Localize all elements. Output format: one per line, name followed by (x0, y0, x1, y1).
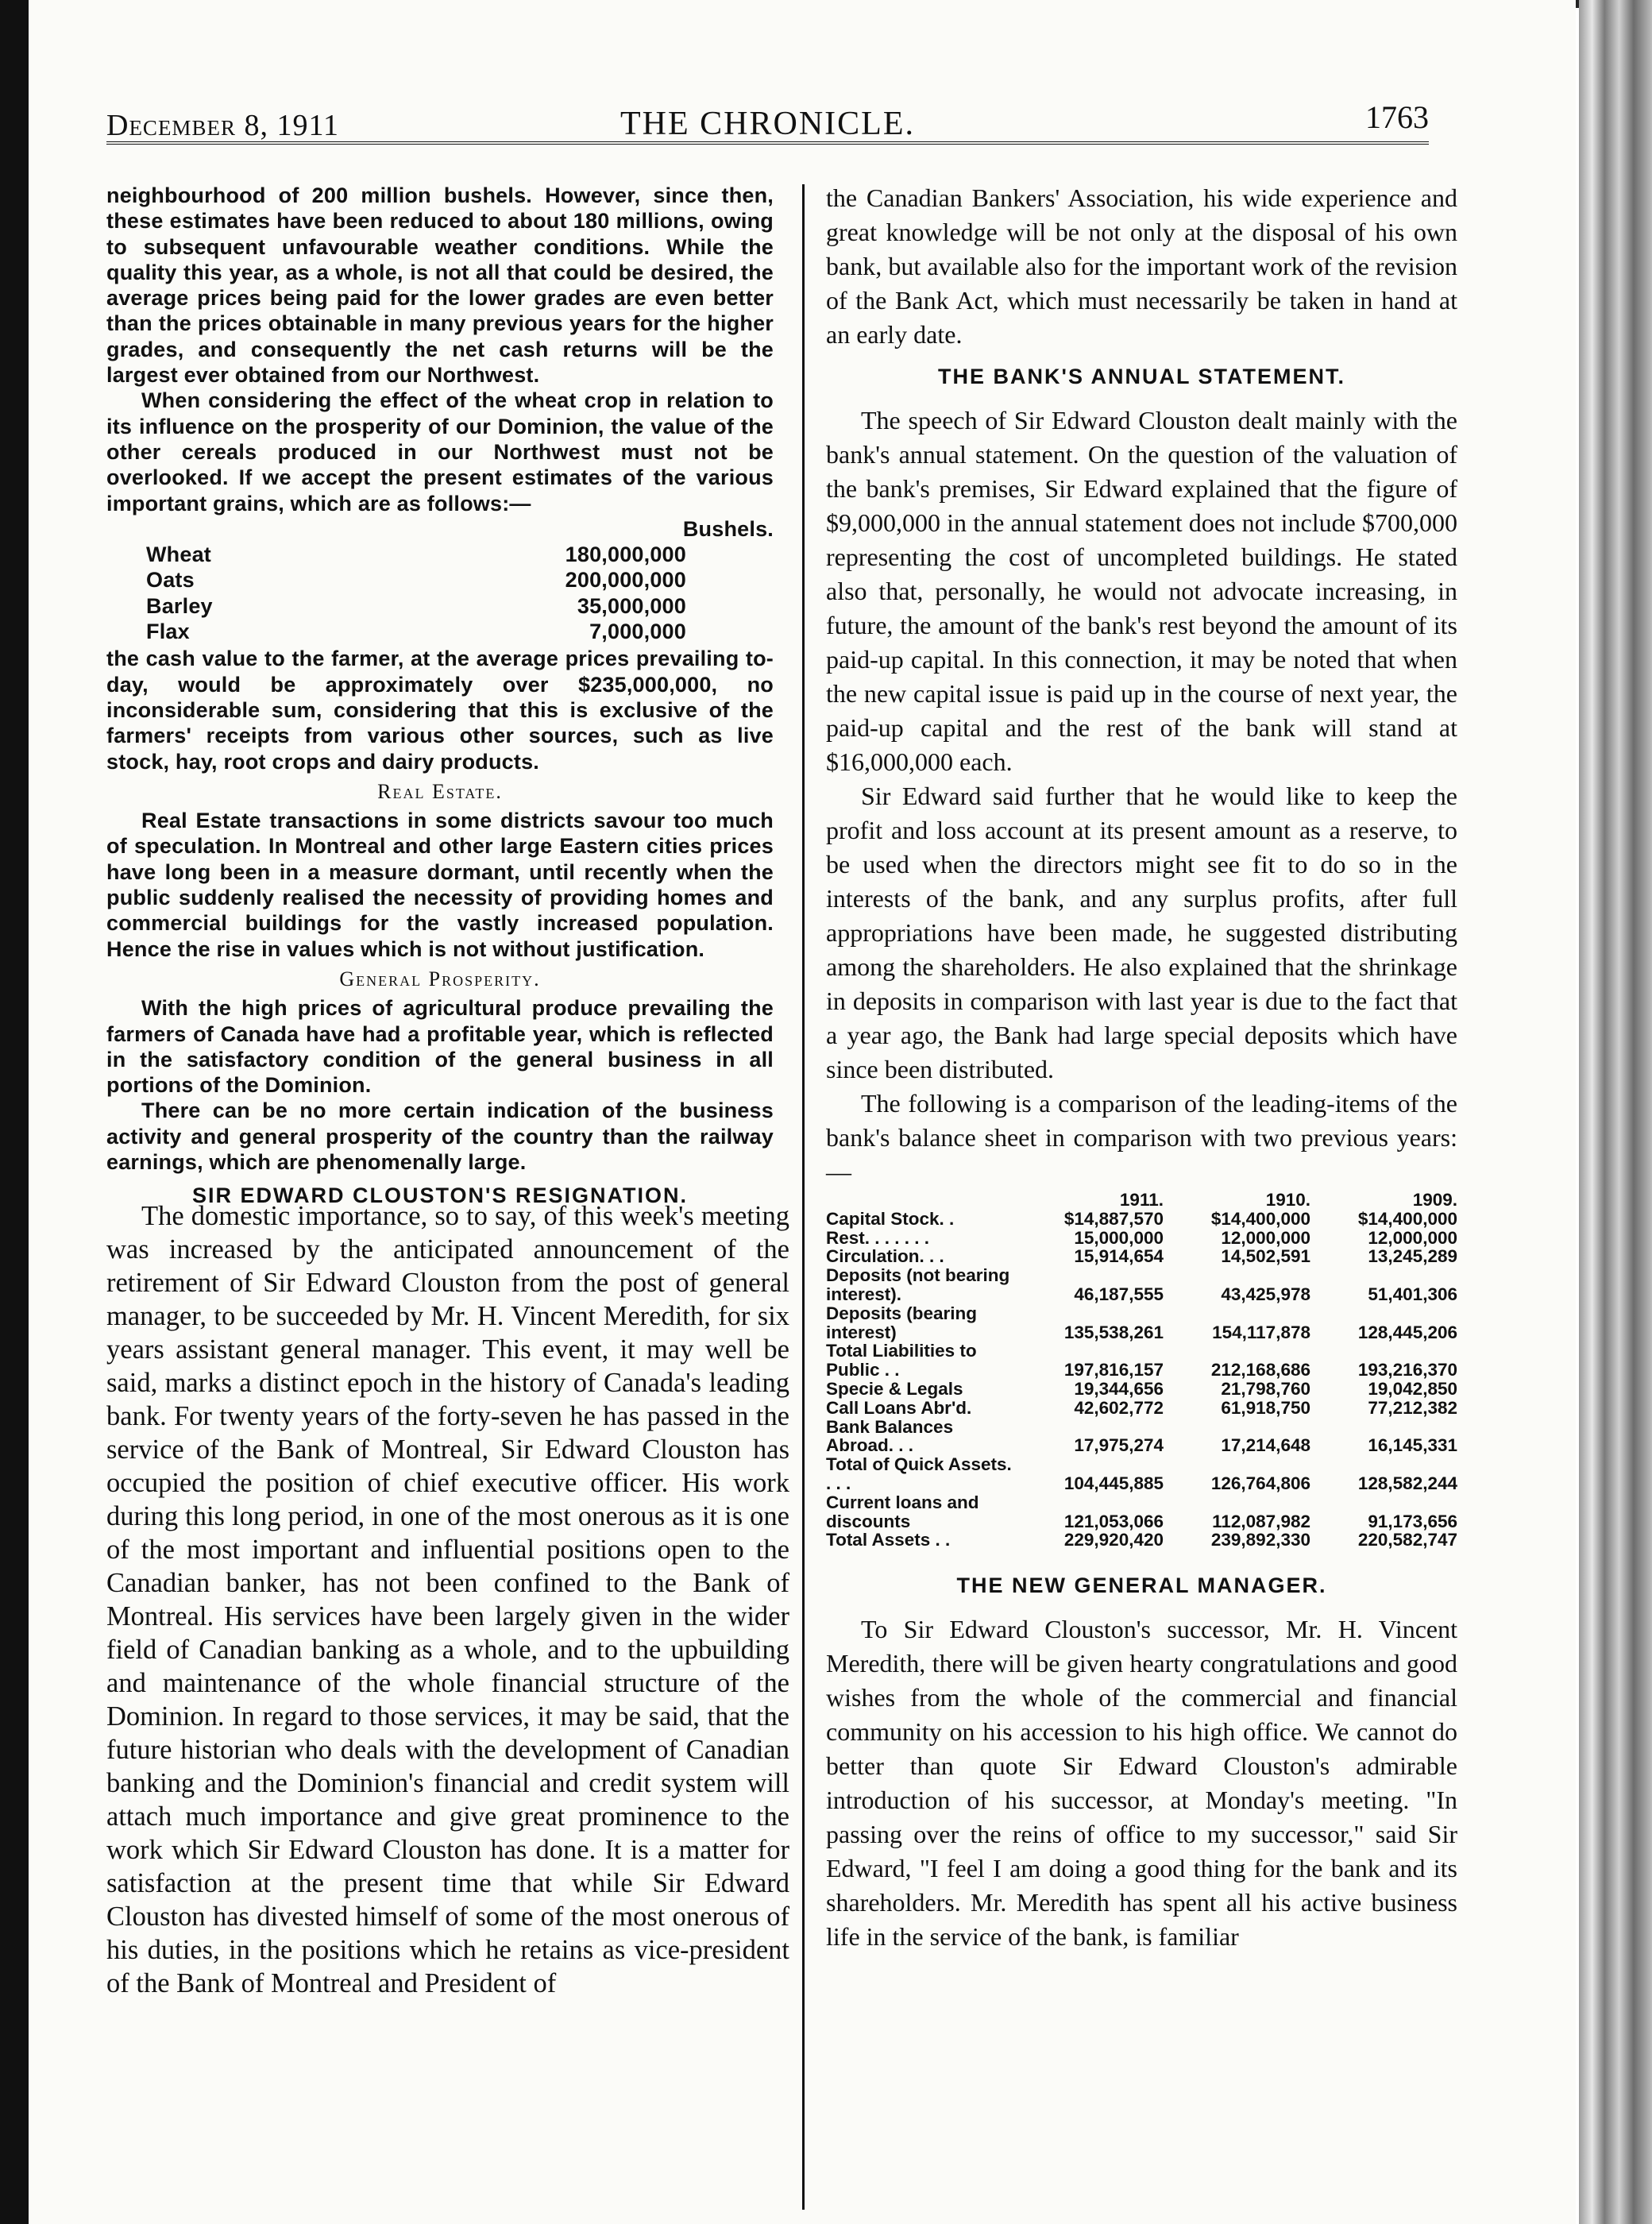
balance-value: 14,502,591 (1221, 1246, 1310, 1267)
balance-value: 61,918,750 (1221, 1397, 1310, 1418)
balance-value: 121,053,066 (1063, 1511, 1164, 1531)
balance-value: $14,400,000 (1210, 1208, 1310, 1229)
grain-table (106, 516, 774, 644)
balance-row (826, 1247, 1457, 1266)
balance-label: Current loans and discounts (826, 1492, 979, 1531)
balance-value: 19,042,850 (1368, 1378, 1457, 1399)
balance-row (826, 1418, 1457, 1456)
left-paragraph-3: the cash value to the farmer, at the average prices prevailing to-day, would be approximately over $235,000,000, no inconsiderable sum, considering that this is exclusive of the farmers' receipts from various other sources, such as live stock, hay, root crops and dairy products. (106, 647, 774, 774)
statement-heading: THE BANK'S ANNUAL STATEMENT. (938, 365, 1345, 388)
balance-value: 12,000,000 (1368, 1227, 1457, 1248)
balance-row (826, 1266, 1457, 1304)
balance-label: Capital Stock. . (826, 1208, 955, 1229)
balance-value: 135,538,261 (1063, 1322, 1164, 1342)
prosperity-heading: General Prosperity. (339, 967, 541, 990)
real-estate-heading: Real Estate. (377, 779, 503, 803)
grain-name: Oats (146, 568, 195, 593)
resignation-paragraph: The domestic importance, so to say, of this week's meeting was increased by the anticipated announcement of the retirement of Sir Edward Clouston from the post of general manager, to be succeeded by Mr. H. Vincent Meredith, for six years assistant general manager. This event, it may well be said, marks a distinct epoch in the history of Canada's leading bank. For twenty years of the forty-seven he has passed in the service of the Bank of Montreal, Sir Edward Clouston has occupied the position of chief executive officer. His work during this long period, in one of the most onerous as it is one of the most important and influential positions open to the Canadian banker, has not been confined to the Bank of Montreal. His services have been largely given in the wider field of Canadian banking as a whole, and to the upbuilding and maintenance of the whole financial structure of the Dominion. In regard to those services, it may be said, that the future historian who deals with the development of Canadian banking and the Dominion's financial and credit system will attach much importance and give great prominence to the work which Sir Edward Clouston has done. It is a matter for satisfaction at the present time that while Sir Edward Clouston has divested himself of some of the most onerous of his duties, in the positions which he retains as vice-president of the Bank of Montreal and President of (106, 1201, 789, 1998)
year-header: 1909. (1412, 1190, 1457, 1210)
prosperity-paragraph-2: There can be no more certain indication of the business activity and general prosperity of the country than the railway earnings, which are phenomenally large. (106, 1098, 774, 1174)
balance-header-row (826, 1191, 1457, 1210)
balance-value: 212,168,686 (1210, 1360, 1310, 1380)
balance-value: 193,216,370 (1357, 1360, 1457, 1380)
page-number: 1763 (1365, 99, 1429, 135)
balance-row (826, 1210, 1457, 1229)
balance-label: Circulation. . . (826, 1246, 944, 1267)
balance-value: 128,445,206 (1357, 1322, 1457, 1342)
year-header: 1911. (1119, 1190, 1164, 1210)
balance-row (826, 1304, 1457, 1342)
masthead: THE CHRONICLE. (620, 106, 915, 142)
balance-value: 15,000,000 (1074, 1227, 1164, 1248)
prosperity-paragraph-1: With the high prices of agricultural produce prevailing the farmers of Canada have had a profitable year, which is reflected in the satisfactory condition of the general business in all portions of the Dominion. (106, 996, 774, 1098)
balance-value: $14,400,000 (1357, 1208, 1457, 1229)
left-column-bold (106, 183, 774, 1218)
balance-value: 13,245,289 (1368, 1246, 1457, 1267)
right-paragraph-1: the Canadian Bankers' Association, his wide experience and great knowledge will be not only at the disposal of his own bank, but available also for the important work of the revision of the Bank Act, which must necessarily be taken in hand at an early date. (826, 183, 1457, 349)
balance-row (826, 1531, 1457, 1550)
balance-label: Total Liabilities to Public . . (826, 1341, 977, 1380)
balance-row (826, 1399, 1457, 1418)
statement-paragraph-2: Sir Edward said further that he would like to keep the profit and loss account at its present amount as a reserve, to be used when the directors might see fit to do so in the interests of the bank, and any surplus profits, after full appropriations have been made, he suggested distributing among the shareholders. He also explained that the shrinkage in deposits in comparison with last year is due to the fact that a year ago, the Bank had large special deposits which have since been distributed. (826, 782, 1457, 1083)
balance-value: 42,602,772 (1074, 1397, 1164, 1418)
grain-name: Flax (146, 620, 190, 644)
scan-left-edge (0, 0, 29, 2224)
balance-row (826, 1229, 1457, 1248)
grain-value: 200,000,000 (565, 568, 686, 593)
balance-label: Deposits (bearing interest) (826, 1303, 978, 1342)
balance-label: Deposits (not bearing interest). (826, 1265, 1010, 1304)
balance-label: Rest. . . . . . . (826, 1227, 930, 1248)
balance-value: 229,920,420 (1063, 1530, 1164, 1550)
grain-value: 180,000,000 (565, 542, 686, 567)
balance-row (826, 1455, 1457, 1493)
left-column-roman (106, 1199, 789, 2000)
grain-row (106, 619, 774, 644)
grain-value: 35,000,000 (577, 593, 686, 618)
balance-value: 77,212,382 (1368, 1397, 1457, 1418)
balance-row (826, 1342, 1457, 1380)
scan-right-edge (1579, 0, 1652, 2224)
year-header: 1910. (1265, 1190, 1310, 1210)
balance-value: 128,582,244 (1357, 1473, 1457, 1493)
balance-label: Call Loans Abr'd. (826, 1397, 972, 1418)
balance-row (826, 1493, 1457, 1531)
balance-value: 220,582,747 (1357, 1530, 1457, 1550)
balance-value: 17,975,274 (1074, 1435, 1164, 1456)
left-paragraph-2: When considering the effect of the wheat crop in relation to its influence on the prosperity of our Dominion, the value of the other cereals produced in our Northwest must not be overlooked. If we accept the present estimates of the various important grains, which are as follows:— (106, 388, 774, 515)
balance-label: Specie & Legals (826, 1378, 963, 1399)
manager-heading: THE NEW GENERAL MANAGER. (956, 1573, 1327, 1598)
balance-value: 91,173,656 (1368, 1511, 1457, 1531)
left-paragraph-1: neighbourhood of 200 million bushels. However, since then, these estimates have been reduced to about 180 millions, owing to subsequent unfavourable weather conditions. While the quality this year, as a whole, is not all that could be desired, the average prices being paid for the lower grades are even better than the prices obtainable in many previous years for the higher grades, and consequently the net cash returns will be the largest ever obtained from our Northwest. (106, 183, 774, 388)
grain-value: 7,000,000 (589, 620, 686, 644)
balance-value: $14,887,570 (1063, 1208, 1164, 1229)
manager-paragraph: To Sir Edward Clouston's successor, Mr. H. Vincent Meredith, there will be given hearty congratulations and good wishes from the whole of the commercial and financial community on his accession to his high office. We cannot do better than quote Sir Edward Clouston's admirable introduction of his successor, at Monday's meeting. "In passing over the reins of office to my successor," said Sir Edward, "I feel I am doing a good thing for the bank and its shareholders. Mr. Meredith has spent all his active business life in the service of the bank, is familiar (826, 1615, 1457, 1952)
balance-value: 17,214,648 (1221, 1435, 1310, 1456)
grain-row (106, 567, 774, 593)
balance-value: 112,087,982 (1212, 1511, 1310, 1531)
running-header (106, 94, 1429, 141)
header-rule (106, 141, 1429, 145)
balance-value: 239,892,330 (1210, 1530, 1310, 1550)
balance-value: 51,401,306 (1368, 1284, 1457, 1304)
balance-label: Total Assets . . (826, 1530, 951, 1550)
balance-value: 43,425,978 (1221, 1284, 1310, 1304)
statement-paragraph-3: The following is a comparison of the leading-items of the bank's balance sheet in comparison with two previous years:— (826, 1089, 1457, 1186)
balance-value: 19,344,656 (1074, 1378, 1164, 1399)
grain-unit: Bushels. (682, 516, 774, 541)
balance-value: 197,816,157 (1063, 1360, 1164, 1380)
balance-label: Bank Balances Abroad. . . (826, 1416, 954, 1456)
grain-name: Wheat (146, 542, 211, 567)
statement-paragraph-1: The speech of Sir Edward Clouston dealt mainly with the bank's annual statement. On the question of the valuation of the bank's premises, Sir Edward explained that the figure of $9,000,000 in the annual statement does not include $700,000 representing the cost of uncompleted buildings. He stated also that, personally, he would not advocate increasing, in future, the amount of the bank's rest beyond the amount of its paid-up capital. In this connection, it may be noted that when the new capital issue is paid up in the course of next year, the paid-up capital and the rest of the bank will stand at $16,000,000 each. (826, 406, 1457, 776)
right-column (826, 181, 1457, 1954)
balance-value: 126,764,806 (1210, 1473, 1310, 1493)
balance-value: 16,145,331 (1368, 1435, 1457, 1456)
balance-label: Total of Quick Assets. . . . (826, 1454, 1012, 1493)
grain-row (106, 542, 774, 567)
header-date: December 8, 1911 (106, 109, 340, 142)
grain-row (106, 593, 774, 619)
real-estate-paragraph: Real Estate transactions in some districts savour too much of speculation. In Montreal and other large Eastern cities prices have long been in a measure dormant, until recently when the public suddenly realised the necessity of providing homes and commercial buildings for the vastly increased population. Hence the rise in values which is not without justification. (106, 809, 774, 961)
resignation-heading: SIR EDWARD CLOUSTON'S RESIGNATION. (192, 1183, 688, 1208)
balance-value: 104,445,885 (1063, 1473, 1164, 1493)
grain-name: Barley (146, 593, 213, 618)
balance-value: 12,000,000 (1221, 1227, 1310, 1248)
balance-value: 21,798,760 (1221, 1378, 1310, 1399)
balance-sheet-table (826, 1191, 1457, 1550)
balance-row (826, 1380, 1457, 1399)
balance-value: 15,914,654 (1074, 1246, 1164, 1267)
balance-value: 154,117,878 (1212, 1322, 1310, 1342)
balance-value: 46,187,555 (1074, 1284, 1164, 1304)
column-rule (802, 184, 805, 2210)
